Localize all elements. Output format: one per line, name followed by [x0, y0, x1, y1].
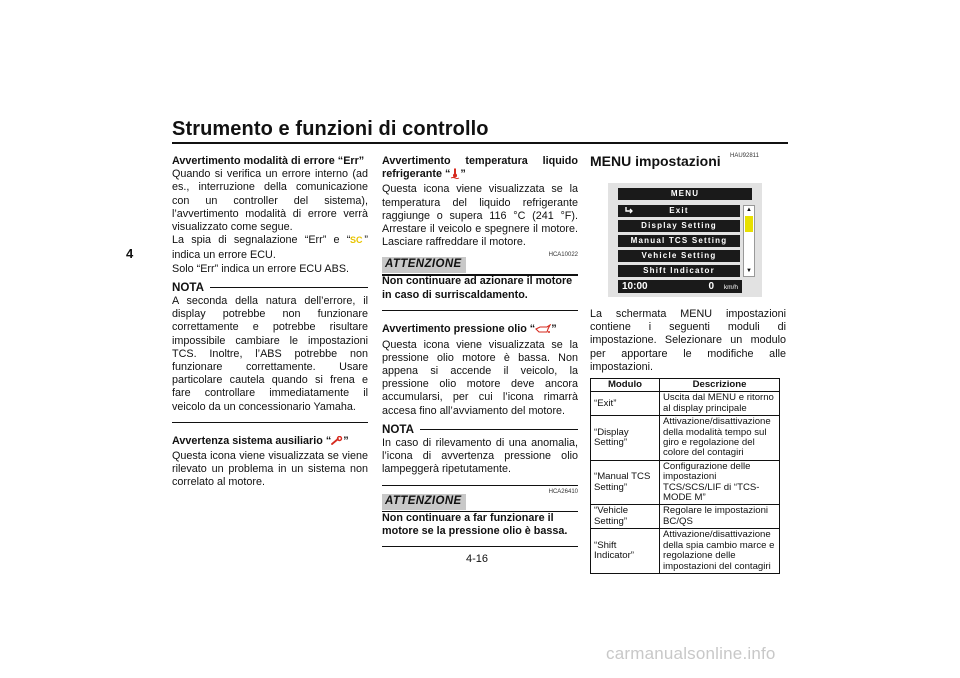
menu-item-display-setting: Display Setting — [618, 220, 740, 232]
coolant-heading-text-b: ” — [460, 168, 466, 181]
tcs-warning-icon — [350, 234, 364, 249]
oil-text: Questa icona viene visualizzata se la pressione olio motore è bassa. Non appena si accende il veicolo, la pressione olio motore deve ancora accumularsi, per cui l’icona rimarrà accesa fino all’avviamento del motore. — [382, 338, 578, 417]
nota-text-1: A seconda della natura dell’errore, il display potrebbe non funzionare correttamente e potrebbe risultare impossibile cambiare le impostazioni TCS. Inoltre, l’ABS potrebbe non funzionare correttamente. Usare particolare cautela quando si frena e fare controllare immediatamente il veicolo da un concessionario Yamaha. — [172, 295, 368, 413]
err-paragraph-1: Quando si verifica un errore interno (ad es., interruzione della comunicazione con un controller del sistema), l’avvertimento modalità di errore verrà visualizzato come segue. — [172, 168, 368, 234]
menu-item-exit — [618, 205, 740, 217]
svg-text:SC: SC — [350, 235, 363, 246]
oil-heading — [382, 323, 578, 338]
header-rule — [172, 142, 788, 144]
err-paragraph-2 — [172, 234, 368, 262]
attention-rule-2 — [382, 511, 578, 513]
display-clock: 10:00 — [622, 281, 648, 292]
aux-heading-text-a: Avvertenza sistema ausiliario “ — [172, 434, 332, 447]
coolant-heading-text-a: Avvertimento temperatura liquido refrigerante “ — [382, 155, 578, 181]
attention-text-2: Non continuare a far funzionare il motore se la pressione olio è bassa. — [382, 511, 568, 537]
coolant-temperature-icon — [450, 168, 460, 183]
nota-label: NOTA — [172, 280, 204, 294]
display-status-bar — [618, 280, 742, 293]
menu-item-exit-label: Exit — [669, 206, 689, 215]
watermark: carmanualsonline.info — [606, 644, 776, 663]
table-cell-module: “Manual TCS Setting” — [591, 460, 660, 505]
attention-code-2: HCA26410 — [548, 488, 578, 495]
table-cell-module: “Exit” — [591, 392, 660, 416]
attention-text-1: Non continuare ad azionare il motore in caso di surriscaldamento. — [382, 275, 573, 301]
coolant-text: Questa icona viene visualizzata se la temperatura del liquido refrigerante raggiunge o supera 116 °C (241 °F). Arrestare il veicolo e spegnere il motore. Lasciare raffreddare il motore. — [382, 183, 578, 249]
table-cell-description: Configurazione delle impostazioni TCS/SCS/LIF di “TCS-MODE M” — [660, 460, 780, 505]
table-cell-module: “Display Setting” — [591, 416, 660, 461]
err-heading: Avvertimento modalità di errore “Err” — [172, 155, 365, 167]
oil-heading-text-b: ” — [551, 323, 557, 336]
attention-rule-1 — [382, 274, 578, 276]
table-cell-module: “Vehicle Setting” — [591, 505, 660, 529]
err-p2-text-a: La spia di segnalazione “Err” e “ — [172, 234, 351, 247]
attention-end-rule-2 — [382, 546, 578, 548]
scroll-down-arrow-icon: ▼ — [746, 268, 752, 274]
coolant-heading — [382, 155, 578, 183]
modules-table — [590, 378, 780, 574]
aux-heading — [172, 435, 368, 450]
return-arrow-icon — [624, 205, 634, 220]
page-header-title: Strumento e funzioni di controllo — [172, 118, 489, 140]
menu-display-illustration — [608, 183, 762, 297]
table-cell-module: “Shift Indicator” — [591, 529, 660, 574]
column-left — [172, 155, 368, 490]
table-row — [591, 460, 780, 505]
menu-modules-block — [590, 308, 786, 574]
oil-pressure-icon — [535, 324, 551, 338]
table-cell-description: Attivazione/disattivazione della modalità tempo sul giro e regolazione del colore del contagiri — [660, 416, 780, 461]
table-cell-description: Uscita dal MENU e ritorno al display principale — [660, 392, 780, 416]
scroll-up-arrow-icon: ▲ — [746, 207, 752, 213]
page-number: 4-16 — [466, 553, 489, 565]
attention-header-2 — [382, 488, 578, 512]
table-row — [591, 529, 780, 574]
column-right — [590, 155, 786, 168]
attention-header-1 — [382, 252, 578, 275]
err-paragraph-3: Solo “Err” indica un errore ECU ABS. — [172, 262, 350, 275]
wrench-icon — [331, 436, 343, 450]
menu-intro: La schermata MENU impostazioni contiene i seguenti moduli di impostazione. Selezionare un modulo per apportare le modifiche alle impostazioni. — [590, 308, 786, 373]
table-cell-description: Attivazione/disattivazione della spia cambio marce e regolazione delle impostazioni del contagiri — [660, 529, 780, 574]
table-header-row — [591, 379, 780, 392]
menu-display-title: MENU — [618, 188, 752, 200]
attention-label-2: ATTENZIONE — [382, 494, 466, 510]
table-row — [591, 392, 780, 416]
aux-text: Questa icona viene visualizzata se viene rilevato un problema in un sistema non correlato al motore. — [172, 450, 368, 489]
attention-end-rule-1 — [382, 310, 578, 312]
scroll-thumb — [745, 216, 753, 232]
table-header-module: Modulo — [591, 379, 660, 392]
aux-heading-text-b: ” — [343, 434, 349, 447]
nota-label-2: NOTA — [382, 422, 414, 436]
attention-label-1: ATTENZIONE — [382, 257, 466, 273]
attention-code-1: HCA10022 — [548, 252, 578, 259]
column-middle — [382, 155, 578, 553]
menu-scrollbar — [743, 205, 755, 277]
oil-heading-text-a: Avvertimento pressione olio “ — [382, 323, 536, 336]
nota-rule — [210, 287, 368, 288]
chapter-number: 4 — [126, 246, 134, 261]
nota-header-2 — [382, 423, 578, 436]
display-speed-unit: km/h — [723, 284, 738, 291]
chapter-tab — [119, 240, 153, 308]
table-row — [591, 505, 780, 529]
menu-item-vehicle-setting: Vehicle Setting — [618, 250, 740, 262]
nota-rule-2 — [420, 429, 578, 430]
table-row — [591, 416, 780, 461]
menu-settings-title: MENU impostazioni — [590, 153, 721, 169]
nota-end-rule — [172, 422, 368, 423]
section-code: HAU92811 — [730, 153, 759, 159]
table-header-description: Descrizione — [660, 379, 780, 392]
menu-item-manual-tcs-setting: Manual TCS Setting — [618, 235, 740, 247]
table-cell-description: Regolare le impostazioni BC/QS — [660, 505, 780, 529]
menu-item-shift-indicator: Shift Indicator — [618, 265, 740, 277]
err-p2-text-b: ” indica un errore ECU. — [172, 234, 368, 262]
display-speed: 0 — [708, 281, 714, 292]
nota-header-1 — [172, 281, 368, 294]
nota-text-2: In caso di rilevamento di una anomalia, l’icona di avvertenza pressione olio lampeggerà ripetutamente. — [382, 436, 578, 476]
